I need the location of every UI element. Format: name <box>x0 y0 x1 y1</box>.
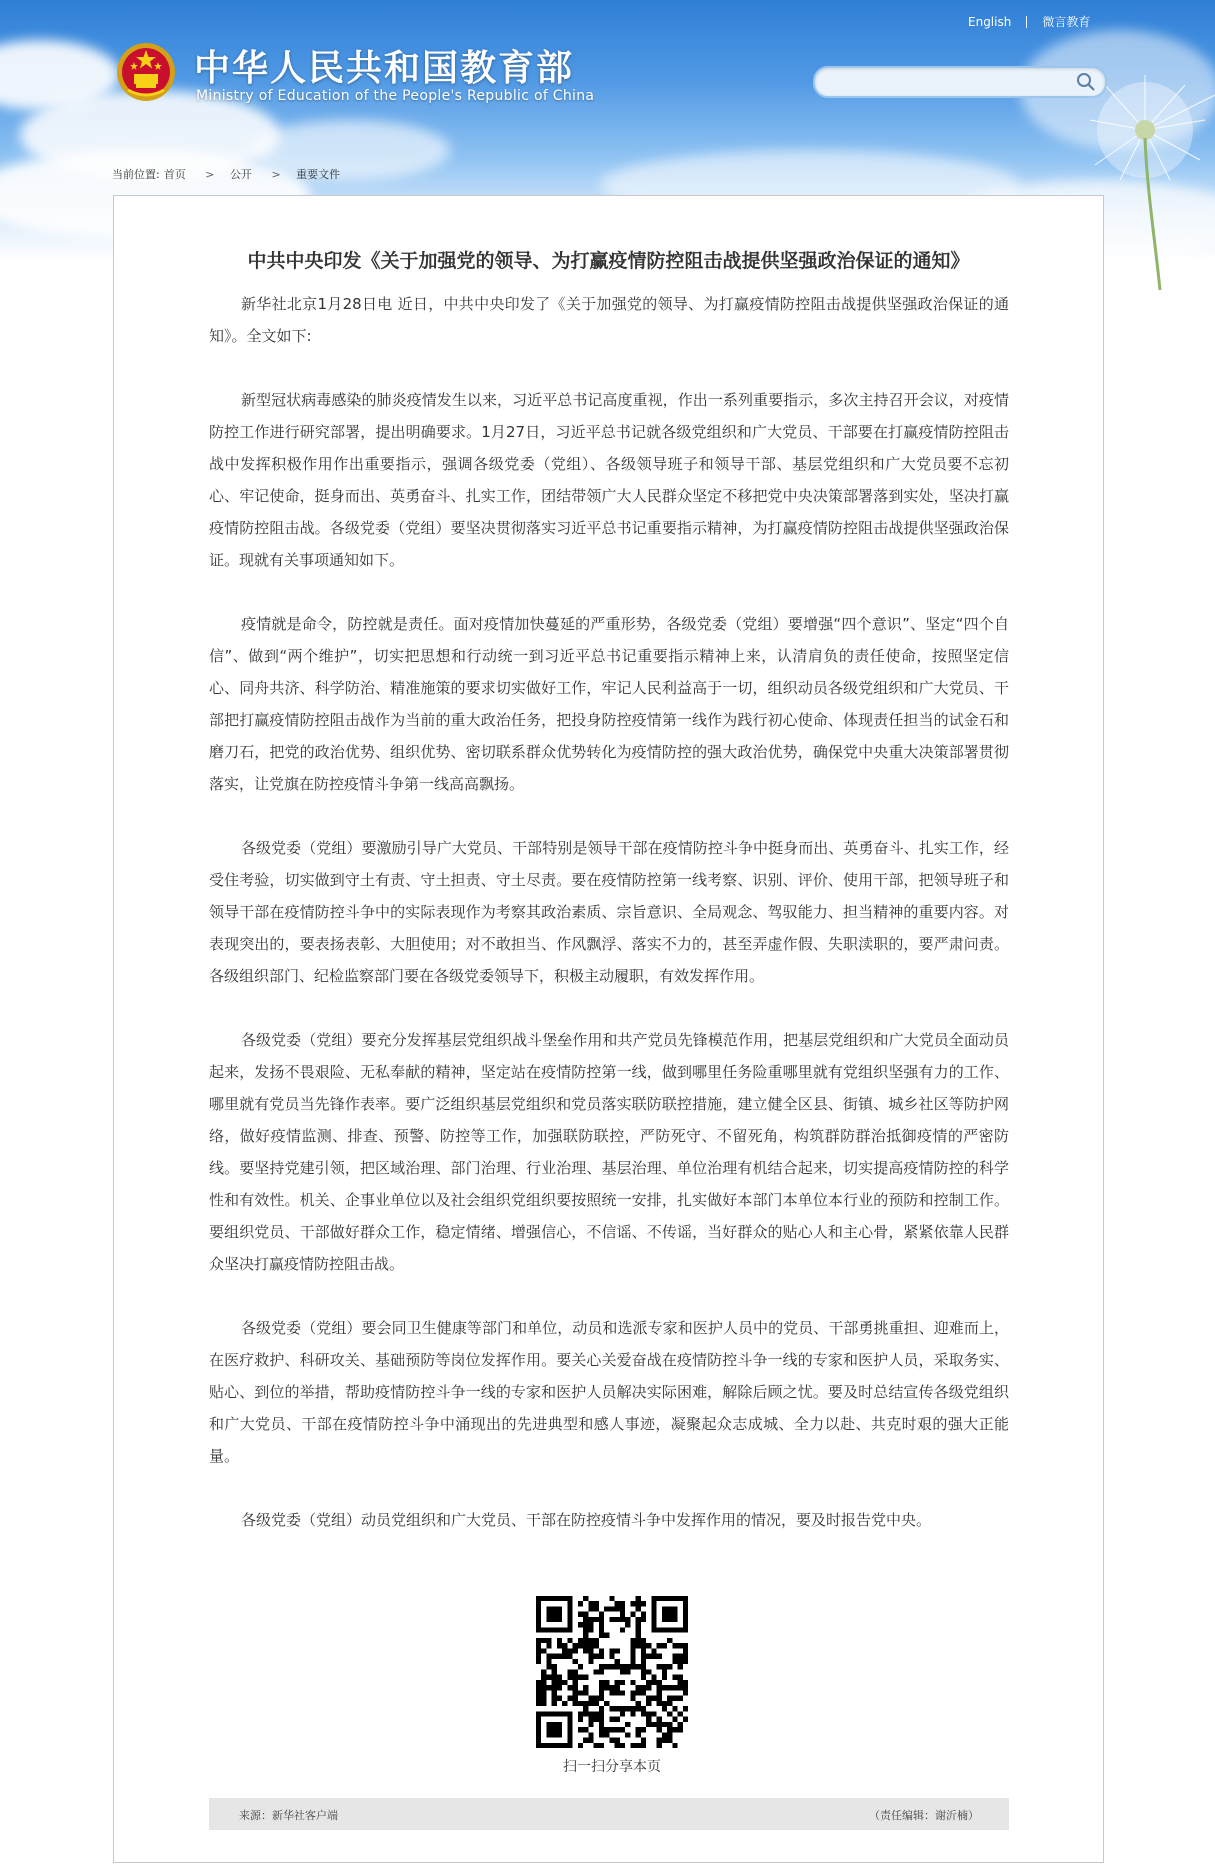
article-paragraph: 新型冠状病毒感染的肺炎疫情发生以来，习近平总书记高度重视，作出一系列重要指示，多次主持召开会议，对疫情防控工作进行研究部署，提出明确要求。1月27日，习近平总书记就各级党组织和广大党员、干部要在打赢疫情防控阻击战中发挥积极作用作出重要指示，强调各级党委（党组）、各级领导班子和领导干部、基层党组织和广大党员要不忘初心、牢记使命，挺身而出、英勇奋斗、扎实工作，团结带领广大人民群众坚定不移把党中央决策部署落到实处，坚决打赢疫情防控阻击战。各级党委（党组）要坚决贯彻落实习近平总书记重要指示精神，为打赢疫情防控阻击战提供坚强政治保证。现就有关事项通知如下。 <box>209 391 1009 569</box>
breadcrumb-prefix: 当前位置: <box>112 168 160 181</box>
link-divider <box>1026 16 1027 28</box>
site-title[interactable]: 中华人民共和国教育部 <box>194 48 575 89</box>
search-icon[interactable] <box>1075 71 1097 93</box>
article-paragraph: 新华社北京1月28日电 近日，中共中央印发了《关于加强党的领导、为打赢疫情防控阻击战提供坚强政治保证的通知》。全文如下: <box>209 295 1009 345</box>
breadcrumb-home[interactable]: 首页 <box>163 168 186 181</box>
article-paragraph: 各级党委（党组）动员党组织和广大党员、干部在防控疫情斗争中发挥作用的情况，要及时报告党中央。 <box>241 1511 932 1529</box>
article-title: 中共中央印发《关于加强党的领导、为打赢疫情防控阻击战提供坚强政治保证的通知》 <box>247 250 970 272</box>
dandelion-decoration <box>1085 70 1215 290</box>
article-source: 来源：新华社客户端 <box>239 1809 338 1822</box>
qr-code[interactable] <box>536 1596 688 1748</box>
top-links <box>968 13 1090 30</box>
search-input[interactable] <box>829 72 1063 94</box>
breadcrumb-public[interactable]: 公开 <box>229 168 252 181</box>
weiyan-link[interactable]: 微言教育 <box>1042 15 1091 29</box>
breadcrumb <box>112 166 344 182</box>
article-body <box>209 288 1009 1568</box>
article-paragraph: 各级党委（党组）要激励引导广大党员、干部特别是领导干部在疫情防控斗争中挺身而出、英勇奋斗、扎实工作，经受住考验，切实做到守土有责、守土担责、守土尽责。要在疫情防控第一线考察、识别、评价、使用干部，把领导班子和领导干部在疫情防控斗争中的实际表现作为考察其政治素质、宗旨意识、全局观念、驾驭能力、担当精神的重要内容。对表现突出的，要表扬表彰、大胆使用；对不敢担当、作风飘浮、落实不力的，甚至弄虚作假、失职渎职的，要严肃问责。各级组织部门、纪检监察部门要在各级党委领导下，积极主动履职，有效发挥作用。 <box>209 839 1009 985</box>
site-subtitle: Ministry of Education of the People's Republic of China <box>196 88 595 104</box>
article-paragraph: 疫情就是命令，防控就是责任。面对疫情加快蔓延的严重形势，各级党委（党组）要增强“四个意识”、坚定“四个自信”、做到“两个维护”，切实把思想和行动统一到习近平总书记重要指示精神上来，认清肩负的责任使命，按照坚定信心、同舟共济、科学防治、精准施策的要求切实做好工作，牢记人民利益高于一切，组织动员各级党组织和广大党员、干部把打赢疫情防控阻击战作为当前的重大政治任务，把投身防控疫情第一线作为践行初心使命、体现责任担当的试金石和磨刀石，把党的政治优势、组织优势、密切联系群众优势转化为疫情防控的强大政治优势，确保党中央重大决策部署贯彻落实，让党旗在防控疫情斗争第一线高高飘扬。 <box>209 615 1009 793</box>
article-editor: （责任编辑：谢沂楠） <box>869 1809 979 1822</box>
english-link[interactable]: English <box>968 14 1012 29</box>
chevron-right-icon: > <box>205 168 215 181</box>
article-paragraph: 各级党委（党组）要充分发挥基层党组织战斗堡垒作用和共产党员先锋模范作用，把基层党组织和广大党员全面动员起来，发扬不畏艰险、无私奉献的精神，坚定站在疫情防控第一线，做到哪里任务险重哪里就有党组织坚强有力的工作、哪里就有党员当先锋作表率。要广泛组织基层党组织和党员落实联防联控措施，建立健全区县、街镇、城乡社区等防护网络，做好疫情监测、排查、预警、防控等工作，加强联防联控，严防死守、不留死角，构筑群防群治抵御疫情的严密防线。要坚持党建引领，把区域治理、部门治理、行业治理、基层治理、单位治理有机结合起来，切实提高疫情防控的科学性和有效性。机关、企事业单位以及社会组织党组织要按照统一安排，扎实做好本部门本单位本行业的预防和控制工作。要组织党员、干部做好群众工作，稳定情绪、增强信心，不信谣、不传谣，当好群众的贴心人和主心骨，紧紧依靠人民群众坚决打赢疫情防控阻击战。 <box>209 1031 1009 1273</box>
chevron-right-icon: > <box>271 168 281 181</box>
search-box <box>813 66 1107 98</box>
qr-share <box>532 1596 692 1776</box>
article-footer <box>209 1798 1009 1830</box>
qr-caption: 扫一扫分享本页 <box>563 1759 661 1775</box>
article-paragraph: 各级党委（党组）要会同卫生健康等部门和单位，动员和选派专家和医护人员中的党员、干部勇挑重担、迎难而上，在医疗救护、科研攻关、基础预防等岗位发挥作用。要关心关爱奋战在疫情防控斗争一线的专家和医护人员，采取务实、贴心、到位的举措，帮助疫情防控斗争一线的专家和医护人员解决实际困难，解除后顾之忧。要及时总结宣传各级党组织和广大党员、干部在疫情防控斗争中涌现出的先进典型和感人事迹，凝聚起众志成城、全力以赴、共克时艰的强大正能量。 <box>209 1319 1009 1465</box>
article-container <box>113 195 1104 1863</box>
breadcrumb-important-docs[interactable]: 重要文件 <box>296 168 341 181</box>
national-emblem-icon <box>116 40 176 104</box>
